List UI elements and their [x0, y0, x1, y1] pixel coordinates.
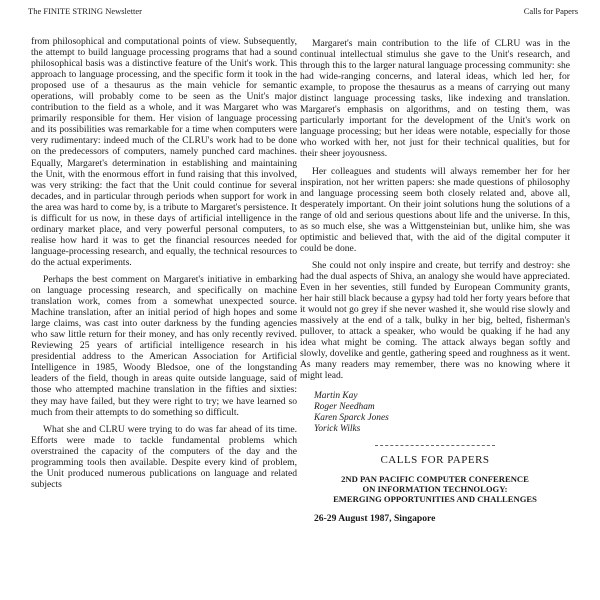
paragraph: What she and CLRU were trying to do was far ahead of its time. Efforts were made to tackle fundamental problems which overstrained the capacity of the computers of the day and the programming tools then available. Despite every kind of problem, the Unit produced numerous publications on language and related subjects	[31, 423, 297, 490]
running-header	[28, 6, 578, 20]
signature-name: Roger Needham	[314, 402, 375, 413]
signatures	[314, 391, 570, 435]
signature-name: Yorick Wilks	[314, 424, 361, 435]
signature-name: Martin Kay	[314, 391, 358, 402]
section-title: Calls for Papers	[523, 6, 578, 16]
conference-title	[300, 474, 570, 504]
paragraph: Perhaps the best comment on Margaret's initiative in embarking on language processing research, and specifically on machine translation work, comes from a somewhat unexpected source. Machine translation, after an initial period of high hopes and some large claims, was cast into outer darkness by the funding agencies who saw little return for their money, and has only recently revived. Reviewing 25 years of artificial intelligence research in his presidential address to the American Association for Artificial Intelligence in 1985, Woody Bledsoe, one of the longstanding leaders of the field, though in areas quite outside language, said of those who attempted machine translation in the fifties and sixties: they may have failed, but they were right to try; we have learned so much from their attempts to do something so difficult.	[31, 273, 297, 418]
cfp-heading: CALLS FOR PAPERS	[380, 454, 490, 467]
conference-line: EMERGING OPPORTUNITIES AND CHALLENGES	[333, 494, 537, 505]
paragraph: Margaret's main contribution to the life of CLRU was in the continual intellectual stimulus she gave to the Unit's research, and through this to the larger natural language processing community: she had wide-ranging concerns, and lateral ideas, which led her, for example, to propose the thesaurus as a means of carrying out many distinct language processing tasks, like indexing and translation. Margaret's emphasis on algorithms, and on testing them, was particularly important for the development of the Unit's work on language processing; but her ideas were notable, especially for those who worked with her, not just for their technical qualities, but for their sheer joyousness.	[300, 38, 570, 160]
paragraph: She could not only inspire and create, but terrify and destroy: she had the dual aspects of Shiva, an analogy she would have appreciated. Even in her seventies, still funded by European Community grants, her hair still black because a gypsy had told her forty years before that it would not go grey if she never washed it, she would rise slowly and massively at the end of a talk, bulky in her big, belted, fisherman's pullover, to attack a speaker, who would be quaking if he had any idea what might be coming. The attack always began softly and slowly, dovelike and gentle, gathering speed and roughness as it went. As many readers may remember, there was no knowing where it might lead.	[300, 259, 570, 382]
conference-line: 2ND PAN PACIFIC COMPUTER CONFERENCE	[341, 474, 529, 485]
right-column	[300, 38, 570, 525]
newsletter-title: The FINITE STRING Newsletter	[28, 6, 143, 16]
paragraph: from philosophical and computational points of view. Subsequently, the attempt to build language processing programs that had a sound philosophical basis was a distinctive feature of the Unit's work. This approach to language processing, and the specific form it took in the proposed use of a thesaurus as the main vehicle for semantic operations, will probably come to be seen as the Unit's major contribution to the field as a whole, and it was Margaret who was primarily responsible for them. Her vision of language processing and its possibilities was remarkable for a time when computers were very rudimentary: indeed much of the CLRU's work had to be done on the predecessors of computers, namely punched card machines. Equally, Margaret's determination in establishing and maintaining the Unit, with the enormous effort in fund raising that this involved, was very striking: the fact that the Unit could continue for several decades, and in particular through periods when support for work in the area was hard to come by, is a tribute to Margaret's persistence. It is difficult for us now, in these days of artificial intelligence in the ordinary market place, and very powerful personal computers, to realise how hard it was to get the financial resources needed for language-processing research, and equally, the technical resources to do the actual experiments.	[31, 36, 297, 268]
left-column	[31, 36, 297, 490]
conference-dates: 26-29 August 1987, Singapore	[314, 513, 436, 525]
section-divider	[375, 445, 495, 446]
signature-name: Karen Sparck Jones	[314, 413, 389, 424]
paragraph: Her colleagues and students will always remember her for her inspiration, not her written papers: she made questions of philosophy and language processing seem both closely related and, above all, desperately important. On their joint solutions hung the solutions of a range of old and serious questions about life and the universe. In this, as so much else, she was a Wittgensteinian but, unlike him, she was optimistic and believed that, with the aid of the digital computer it could be done.	[300, 165, 570, 254]
conference-line: ON INFORMATION TECHNOLOGY:	[362, 484, 508, 495]
